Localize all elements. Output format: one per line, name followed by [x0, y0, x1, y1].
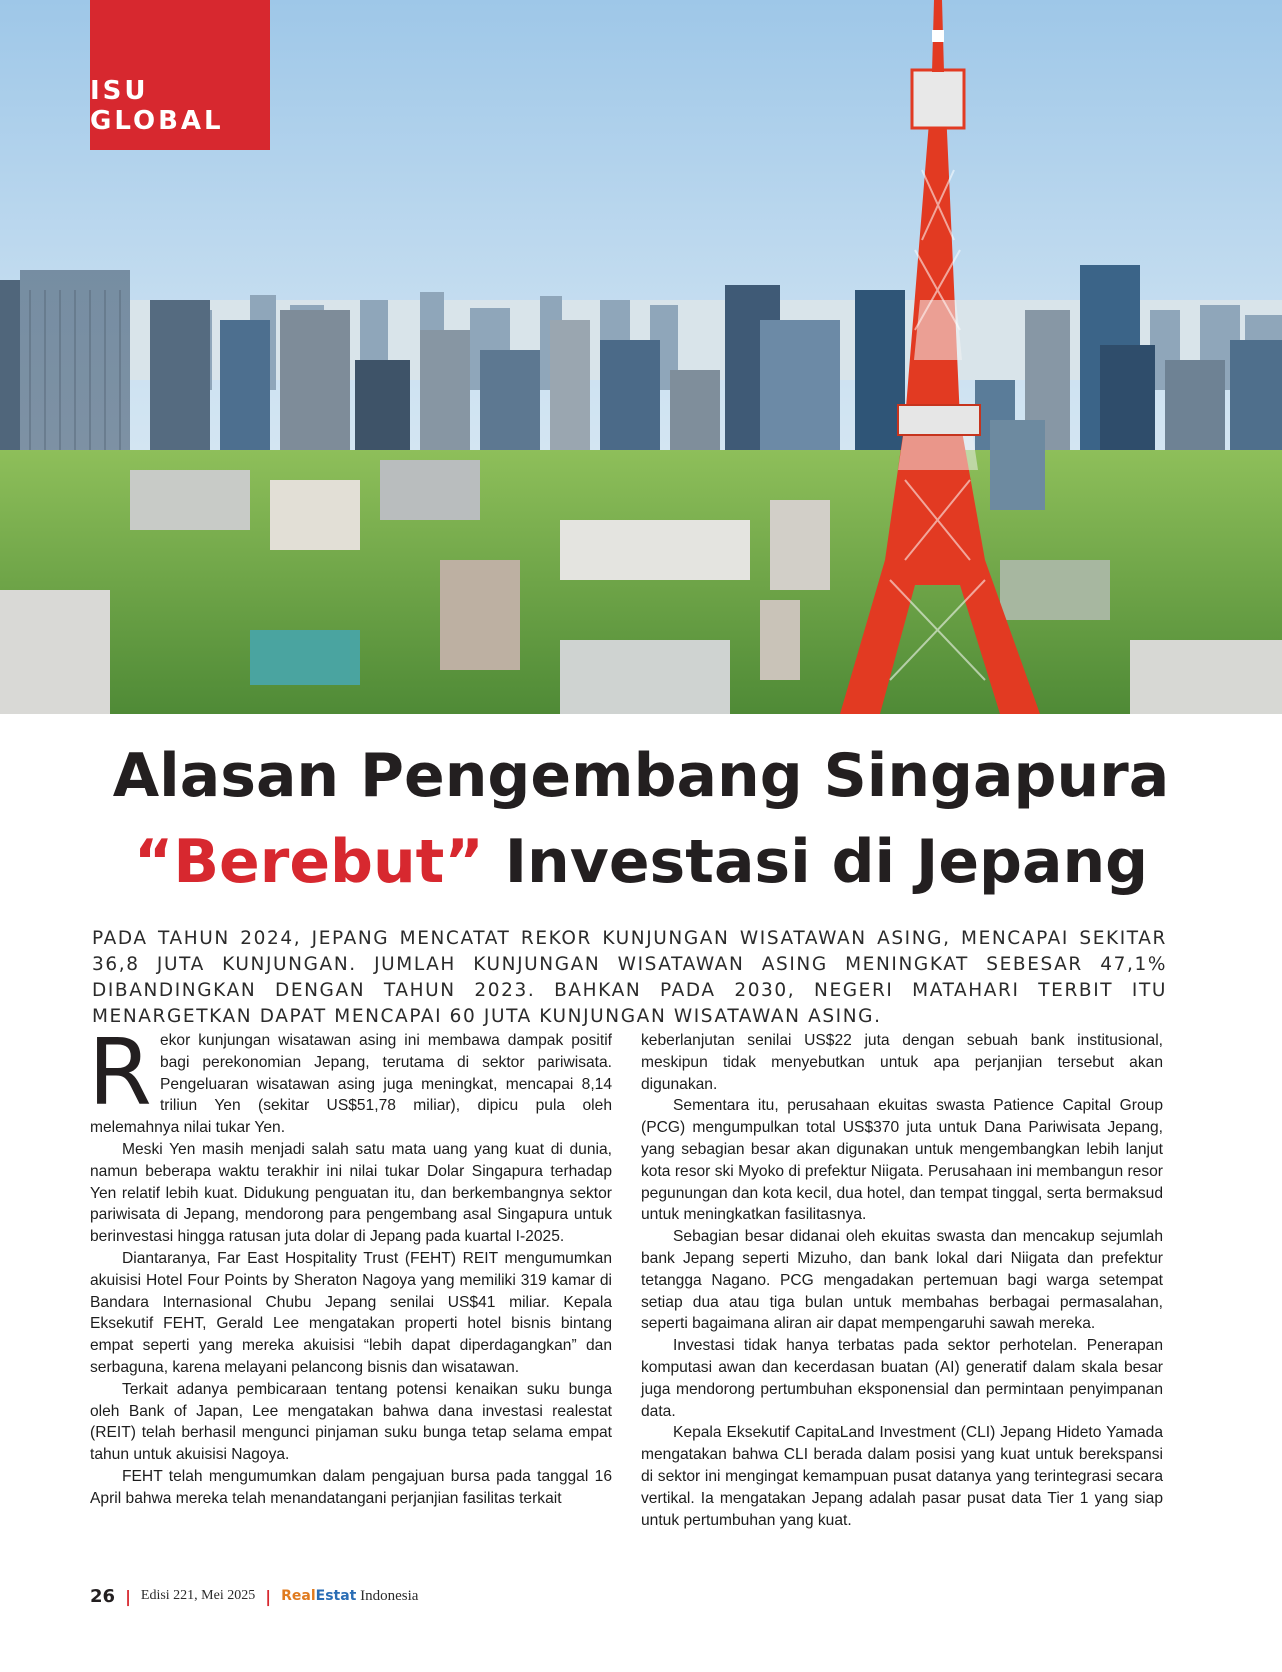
body-paragraph: Meski Yen masih menjadi salah satu mata uang yang kuat di dunia, namun beberapa waktu terakhir ini nilai tukar Dolar Singapura terhadap Yen relatif lebih kuat. Didukung penguatan itu, dan berkembangnya sektor pariwisata di Jepang, mendorong para pengembang asal Singapura untuk berinvestasi hingga ratusan juta dolar di Jepang pada kuartal I-2025. — [90, 1140, 612, 1246]
page-number: 26 — [90, 1585, 116, 1607]
brand-real: Real — [281, 1587, 316, 1604]
body-paragraph: Sementara itu, perusahaan ekuitas swasta Patience Capital Group (PCG) mengumpulkan total US$370 juta untuk Dana Pariwisata Jepang, yang sebagian besar akan digunakan untuk mengembangkan lebih lanjut kota resor ski Myoko di prefektur Niigata. Perusahaan ini membangun resor pegunungan dan kota kecil, dua hotel, dan tempat tinggal, serta bermaksud untuk meningkatkan fasilitasnya. — [641, 1097, 1163, 1224]
section-tag: ISU GLOBAL — [90, 0, 270, 150]
body-column-right — [641, 1030, 1163, 1531]
edition-info: Edisi 221, Mei 2025 — [140, 1588, 256, 1603]
headline-highlight: Berebut — [173, 827, 445, 897]
footer-separator: | — [125, 1586, 131, 1606]
magazine-brand — [281, 1588, 418, 1605]
footer-separator: | — [265, 1586, 272, 1606]
lower-city — [0, 420, 1282, 714]
headline-line-1: Alasan Pengembang Singapura — [112, 741, 1170, 811]
lead-paragraph: PADA TAHUN 2024, JEPANG MENCATAT REKOR KUNJUNGAN WISATAWAN ASING, MENCAPAI SEKITAR 36,8 JUTA KUNJUNGAN. JUMLAH KUNJUNGAN WISATAWAN ASING MENINGKAT SEBESAR 47,1% DIBANDINGKAN DENGAN TAHUN 2023. BAHKAN PADA 2030, NEGERI MATAHARI TERBIT ITU MENARGETKAN DAPAT MENCAPAI 60 JUTA KUNJUNGAN WISATAWAN ASING. — [92, 928, 1167, 1027]
page-footer — [90, 1583, 418, 1609]
body-paragraph-text: ekor kunjungan wisatawan asing ini membawa dampak positif bagi perekonomian Jepang, terutama di sektor pariwisata. Pengeluaran wisatawan asing juga meningkat, mencapai 8,14 triliun Yen (sekitar US$51,78 miliar), dipicu pula oleh melemahnya nilai tukar Yen. — [90, 1032, 612, 1137]
body-paragraph: keberlanjutan senilai US$22 juta dengan sebuah bank institusional, meskipun tidak menyebutkan untuk apa perjanjian tersebut akan digunakan. — [641, 1032, 1163, 1093]
body-paragraph: Terkait adanya pembicaraan tentang potensi kenaikan suku bunga oleh Bank of Japan, Lee mengatakan bahwa dana investasi realestat (REIT) telah berhasil mengunci pinjaman suku bunga tetap selama empat tahun untuk akuisisi Nagoya. — [90, 1380, 612, 1464]
headline-quote-close: ” — [444, 827, 484, 897]
headline-rest: Investasi di Jepang — [483, 827, 1149, 897]
body-paragraph — [88, 1019, 612, 1139]
headline-quote-open: “ — [133, 827, 174, 897]
brand-estat: Estat — [315, 1587, 357, 1604]
body-column-left — [88, 1019, 612, 1510]
drop-cap: R — [88, 1019, 152, 1126]
body-paragraph: Kepala Eksekutif CapitaLand Investment (CLI) Jepang Hideto Yamada mengatakan bahwa CLI berada dalam posisi yang kuat untuk berekspansi di sektor ini mengingat kemampuan pusat datanya yang terintegrasi secara vertikal. Ia mengatakan Jepang adalah pasar pusat data Tier 1 yang siap untuk pertumbuhan yang kuat. — [641, 1424, 1163, 1529]
headline-line-2 — [0, 827, 1282, 897]
body-paragraph: Diantaranya, Far East Hospitality Trust (FEHT) REIT mengumumkan akuisisi Hotel Four Points by Sheraton Nagoya yang memiliki 319 kamar di Bandara Internasional Chubu Jepang senilai US$41 miliar. Kepala Eksekutif FEHT, Gerald Lee mengatakan properti hotel bisnis bintang empat seperti yang mereka akuisisi “lebih dapat diperdagangkan” dan serbaguna, karena melayani pelancong bisnis dan wisatawan. — [90, 1249, 612, 1376]
brand-indonesia: Indonesia — [356, 1587, 419, 1604]
body-paragraph: Sebagian besar didanai oleh ekuitas swasta dan mencakup sejumlah bank Jepang seperti Mizuho, dan bank lokal dari Niigata dan prefektur tetangga Nagano. PCG mengadakan pertemuan bagi warga setempat setiap dua atau tiga bulan untuk membahas berbagai permasalahan, seperti bagaimana aliran air dapat mempengaruhi sawah mereka. — [641, 1228, 1163, 1333]
body-paragraph: Investasi tidak hanya terbatas pada sektor perhotelan. Penerapan komputasi awan dan kecerdasan buatan (AI) generatif dalam skala besar juga mendorong pertumbuhan eksponensial dan permintaan penyimpanan data. — [641, 1337, 1163, 1420]
body-paragraph: FEHT telah mengumumkan dalam pengajuan bursa pada tanggal 16 April bahwa mereka telah menandatangani perjanjian fasilitas terkait — [90, 1467, 612, 1507]
